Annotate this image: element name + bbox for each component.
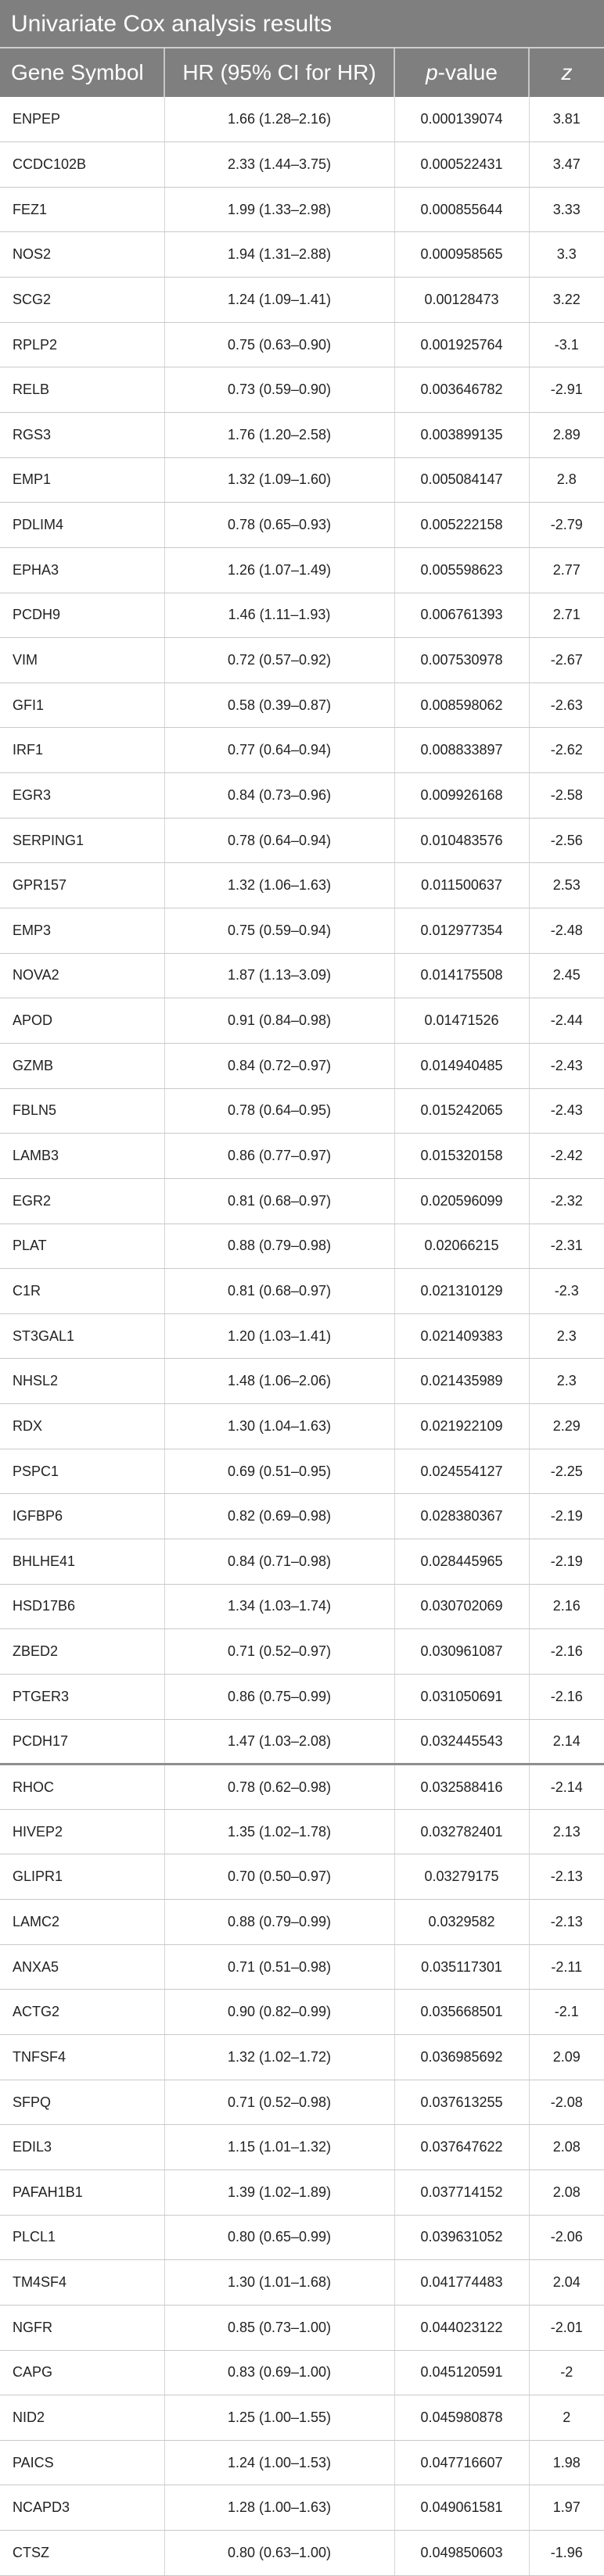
table-row (0, 953, 604, 998)
cell-z: 2.89 (529, 412, 604, 457)
cell-hr: 1.28 (1.00–1.63) (164, 2485, 394, 2531)
cell-gene: HIVEP2 (0, 1809, 164, 1854)
cell-hr: 0.80 (0.63–1.00) (164, 2531, 394, 2576)
table-row (0, 367, 604, 413)
cell-gene: NOVA2 (0, 953, 164, 998)
cell-hr: 0.85 (0.73–1.00) (164, 2305, 394, 2350)
cell-p-value: 0.014940485 (394, 1043, 529, 1088)
cell-z: -2.91 (529, 367, 604, 413)
table-row (0, 1313, 604, 1359)
cell-p-value: 0.030961087 (394, 1629, 529, 1675)
cell-gene: RDX (0, 1404, 164, 1449)
cell-gene: NCAPD3 (0, 2485, 164, 2531)
cell-gene: RGS3 (0, 412, 164, 457)
cell-p-value: 0.011500637 (394, 863, 529, 908)
cell-z: -2.58 (529, 773, 604, 819)
cell-gene: NOS2 (0, 232, 164, 278)
cell-z: -2.63 (529, 683, 604, 728)
table-row (0, 2485, 604, 2531)
table-row (0, 1178, 604, 1224)
table-row (0, 1719, 604, 1765)
cell-hr: 1.26 (1.07–1.49) (164, 547, 394, 593)
cell-p-value: 0.032782401 (394, 1809, 529, 1854)
cell-z: 3.33 (529, 187, 604, 232)
cell-z: 2.3 (529, 1359, 604, 1404)
cell-p-value: 0.049850603 (394, 2531, 529, 2576)
cell-hr: 1.46 (1.11–1.93) (164, 593, 394, 638)
cell-gene: ANXA5 (0, 1944, 164, 1990)
cell-z: -2.06 (529, 2215, 604, 2260)
table-row (0, 2260, 604, 2306)
cell-p-value: 0.000522431 (394, 142, 529, 188)
cell-p-value: 0.028445965 (394, 1539, 529, 1585)
table-row (0, 412, 604, 457)
cell-hr: 0.84 (0.72–0.97) (164, 1043, 394, 1088)
table-row (0, 773, 604, 819)
cell-hr: 1.99 (1.33–2.98) (164, 187, 394, 232)
column-header-p-rest: -value (437, 60, 498, 84)
cell-p-value: 0.041774483 (394, 2260, 529, 2306)
cell-p-value: 0.001925764 (394, 322, 529, 367)
cell-z: -3.1 (529, 322, 604, 367)
cell-gene: BHLHE41 (0, 1539, 164, 1585)
cell-gene: NID2 (0, 2395, 164, 2441)
cell-z: -2.31 (529, 1224, 604, 1269)
cell-hr: 0.78 (0.62–0.98) (164, 1765, 394, 1810)
cell-z: 1.98 (529, 2440, 604, 2485)
cell-hr: 0.75 (0.59–0.94) (164, 908, 394, 954)
cell-hr: 1.34 (1.03–1.74) (164, 1584, 394, 1629)
cell-hr: 1.30 (1.04–1.63) (164, 1404, 394, 1449)
cell-z: 3.3 (529, 232, 604, 278)
table-row (0, 1134, 604, 1179)
cell-hr: 0.78 (0.64–0.94) (164, 818, 394, 863)
cell-hr: 0.78 (0.65–0.93) (164, 503, 394, 548)
cell-hr: 1.32 (1.02–1.72) (164, 2035, 394, 2080)
cell-z: -2 (529, 2350, 604, 2395)
table-row (0, 1494, 604, 1539)
cell-hr: 1.15 (1.01–1.32) (164, 2125, 394, 2170)
cell-hr: 1.20 (1.03–1.41) (164, 1313, 394, 1359)
cell-hr: 1.35 (1.02–1.78) (164, 1809, 394, 1854)
header-row (0, 48, 604, 97)
cell-gene: CAPG (0, 2350, 164, 2395)
cox-results-table (0, 48, 604, 2576)
table-row (0, 1224, 604, 1269)
cell-p-value: 0.036985692 (394, 2035, 529, 2080)
column-header-p-italic: p (426, 60, 438, 84)
table-row (0, 1765, 604, 1810)
table-row (0, 2440, 604, 2485)
cell-hr: 0.77 (0.64–0.94) (164, 728, 394, 773)
table-row (0, 1088, 604, 1134)
table-row (0, 2035, 604, 2080)
cell-z: -2.44 (529, 998, 604, 1044)
cell-z: -1.96 (529, 2531, 604, 2576)
table-row (0, 97, 604, 142)
cell-gene: EMP3 (0, 908, 164, 954)
column-header-hr: HR (95% CI for HR) (164, 48, 394, 97)
cell-p-value: 0.000139074 (394, 97, 529, 142)
table-row (0, 1990, 604, 2035)
cell-gene: SFPQ (0, 2080, 164, 2125)
table-body (0, 97, 604, 2575)
cell-z: -2.19 (529, 1539, 604, 1585)
cell-z: -2.42 (529, 1134, 604, 1179)
cell-gene: GFI1 (0, 683, 164, 728)
cell-p-value: 0.037714152 (394, 2169, 529, 2215)
cell-gene: PAICS (0, 2440, 164, 2485)
cell-p-value: 0.037613255 (394, 2080, 529, 2125)
table-row (0, 2125, 604, 2170)
table-row (0, 998, 604, 1044)
cell-gene: FEZ1 (0, 187, 164, 232)
cell-hr: 1.47 (1.03–2.08) (164, 1719, 394, 1765)
cell-z: 2.45 (529, 953, 604, 998)
cell-hr: 0.78 (0.64–0.95) (164, 1088, 394, 1134)
cell-hr: 0.84 (0.73–0.96) (164, 773, 394, 819)
cell-hr: 1.76 (1.20–2.58) (164, 412, 394, 457)
cell-hr: 1.24 (1.00–1.53) (164, 2440, 394, 2485)
cell-p-value: 0.006761393 (394, 593, 529, 638)
table-row (0, 142, 604, 188)
cell-gene: EPHA3 (0, 547, 164, 593)
cell-p-value: 0.021922109 (394, 1404, 529, 1449)
cell-z: 2.13 (529, 1809, 604, 1854)
table-row (0, 1539, 604, 1585)
cell-gene: TM4SF4 (0, 2260, 164, 2306)
cell-z: 2.71 (529, 593, 604, 638)
cell-z: -2.14 (529, 1765, 604, 1810)
table-row (0, 503, 604, 548)
cell-gene: IRF1 (0, 728, 164, 773)
cell-z: -2.16 (529, 1674, 604, 1719)
table-row (0, 1809, 604, 1854)
cell-p-value: 0.015242065 (394, 1088, 529, 1134)
cell-z: 1.97 (529, 2485, 604, 2531)
cell-p-value: 0.030702069 (394, 1584, 529, 1629)
cell-hr: 0.71 (0.52–0.97) (164, 1629, 394, 1675)
cell-p-value: 0.044023122 (394, 2305, 529, 2350)
cell-p-value: 0.021435989 (394, 1359, 529, 1404)
cell-z: 2.77 (529, 547, 604, 593)
table-row (0, 322, 604, 367)
cell-p-value: 0.021409383 (394, 1313, 529, 1359)
cell-p-value: 0.015320158 (394, 1134, 529, 1179)
cell-gene: ENPEP (0, 97, 164, 142)
cell-z: 2 (529, 2395, 604, 2441)
table-row (0, 2531, 604, 2576)
cell-gene: PDLIM4 (0, 503, 164, 548)
cell-p-value: 0.03279175 (394, 1854, 529, 1900)
cell-gene: CCDC102B (0, 142, 164, 188)
cell-p-value: 0.01471526 (394, 998, 529, 1044)
cell-gene: IGFBP6 (0, 1494, 164, 1539)
cell-hr: 0.84 (0.71–0.98) (164, 1539, 394, 1585)
cell-hr: 1.24 (1.09–1.41) (164, 278, 394, 323)
cell-z: 2.29 (529, 1404, 604, 1449)
cell-gene: PTGER3 (0, 1674, 164, 1719)
cell-z: 2.8 (529, 457, 604, 503)
cell-gene: GZMB (0, 1043, 164, 1088)
cell-p-value: 0.005598623 (394, 547, 529, 593)
cell-p-value: 0.0329582 (394, 1900, 529, 1945)
table-title: Univariate Cox analysis results (0, 0, 604, 48)
cell-hr: 0.86 (0.77–0.97) (164, 1134, 394, 1179)
table-row (0, 1944, 604, 1990)
table-row (0, 2169, 604, 2215)
cell-gene: ACTG2 (0, 1990, 164, 2035)
cell-z: -2.01 (529, 2305, 604, 2350)
cell-z: 2.3 (529, 1313, 604, 1359)
cell-hr: 0.69 (0.51–0.95) (164, 1449, 394, 1494)
table-row (0, 683, 604, 728)
cell-hr: 1.39 (1.02–1.89) (164, 2169, 394, 2215)
table-row (0, 2215, 604, 2260)
cell-p-value: 0.021310129 (394, 1269, 529, 1314)
cell-hr: 0.71 (0.52–0.98) (164, 2080, 394, 2125)
cell-gene: SERPING1 (0, 818, 164, 863)
cell-hr: 1.48 (1.06–2.06) (164, 1359, 394, 1404)
cell-z: -2.19 (529, 1494, 604, 1539)
table-row (0, 1674, 604, 1719)
cell-p-value: 0.009926168 (394, 773, 529, 819)
cell-z: 2.14 (529, 1719, 604, 1765)
cell-hr: 1.66 (1.28–2.16) (164, 97, 394, 142)
table-row (0, 1854, 604, 1900)
cell-p-value: 0.037647622 (394, 2125, 529, 2170)
cell-z: -2.25 (529, 1449, 604, 1494)
cell-z: -2.11 (529, 1944, 604, 1990)
table-row (0, 1359, 604, 1404)
cell-z: -2.32 (529, 1178, 604, 1224)
column-header-z (529, 48, 604, 97)
cell-gene: CTSZ (0, 2531, 164, 2576)
cell-gene: GLIPR1 (0, 1854, 164, 1900)
table-row (0, 1900, 604, 1945)
cell-p-value: 0.014175508 (394, 953, 529, 998)
cell-gene: LAMC2 (0, 1900, 164, 1945)
cell-gene: EDIL3 (0, 2125, 164, 2170)
table-row (0, 638, 604, 683)
cell-z: -2.43 (529, 1043, 604, 1088)
cell-hr: 0.71 (0.51–0.98) (164, 1944, 394, 1990)
cell-hr: 1.25 (1.00–1.55) (164, 2395, 394, 2441)
cell-hr: 0.88 (0.79–0.99) (164, 1900, 394, 1945)
cell-z: -2.16 (529, 1629, 604, 1675)
cell-z: 2.09 (529, 2035, 604, 2080)
cell-p-value: 0.010483576 (394, 818, 529, 863)
table-row (0, 1269, 604, 1314)
cell-gene: ZBED2 (0, 1629, 164, 1675)
cell-gene: TNFSF4 (0, 2035, 164, 2080)
table-row (0, 547, 604, 593)
table-row (0, 1043, 604, 1088)
cell-hr: 0.81 (0.68–0.97) (164, 1178, 394, 1224)
column-header-p (394, 48, 529, 97)
cell-hr: 0.58 (0.39–0.87) (164, 683, 394, 728)
cell-gene: PLCL1 (0, 2215, 164, 2260)
cell-gene: NGFR (0, 2305, 164, 2350)
table-row (0, 1584, 604, 1629)
cell-z: -2.67 (529, 638, 604, 683)
cell-p-value: 0.049061581 (394, 2485, 529, 2531)
cell-hr: 0.72 (0.57–0.92) (164, 638, 394, 683)
cell-p-value: 0.005222158 (394, 503, 529, 548)
cell-hr: 0.82 (0.69–0.98) (164, 1494, 394, 1539)
cell-gene: HSD17B6 (0, 1584, 164, 1629)
cell-p-value: 0.045120591 (394, 2350, 529, 2395)
cell-z: -2.79 (529, 503, 604, 548)
cell-p-value: 0.003899135 (394, 412, 529, 457)
table-row (0, 818, 604, 863)
cell-z: 2.08 (529, 2125, 604, 2170)
cell-p-value: 0.028380367 (394, 1494, 529, 1539)
cell-gene: RPLP2 (0, 322, 164, 367)
table-row (0, 2080, 604, 2125)
cell-p-value: 0.000855644 (394, 187, 529, 232)
table-row (0, 863, 604, 908)
table-row (0, 457, 604, 503)
table-row (0, 2305, 604, 2350)
cell-p-value: 0.035668501 (394, 1990, 529, 2035)
table-row (0, 187, 604, 232)
cell-gene: APOD (0, 998, 164, 1044)
cell-z: -2.1 (529, 1990, 604, 2035)
cell-gene: PCDH17 (0, 1719, 164, 1765)
cell-hr: 0.91 (0.84–0.98) (164, 998, 394, 1044)
table-row (0, 728, 604, 773)
cell-z: 3.81 (529, 97, 604, 142)
cell-hr: 1.87 (1.13–3.09) (164, 953, 394, 998)
column-header-z-label: z (561, 60, 573, 84)
cell-hr: 1.32 (1.09–1.60) (164, 457, 394, 503)
cell-gene: GPR157 (0, 863, 164, 908)
cell-hr: 1.94 (1.31–2.88) (164, 232, 394, 278)
table-row (0, 1629, 604, 1675)
cell-hr: 0.73 (0.59–0.90) (164, 367, 394, 413)
cell-hr: 0.86 (0.75–0.99) (164, 1674, 394, 1719)
cell-p-value: 0.032445543 (394, 1719, 529, 1765)
table-row (0, 1404, 604, 1449)
cell-p-value: 0.032588416 (394, 1765, 529, 1810)
cell-gene: C1R (0, 1269, 164, 1314)
cell-z: -2.62 (529, 728, 604, 773)
cell-gene: VIM (0, 638, 164, 683)
column-header-gene: Gene Symbol (0, 48, 164, 97)
table-row (0, 2350, 604, 2395)
cell-gene: NHSL2 (0, 1359, 164, 1404)
cell-gene: SCG2 (0, 278, 164, 323)
table-row (0, 908, 604, 954)
cell-gene: PAFAH1B1 (0, 2169, 164, 2215)
cell-z: -2.3 (529, 1269, 604, 1314)
table-row (0, 2395, 604, 2441)
cell-hr: 0.70 (0.50–0.97) (164, 1854, 394, 1900)
cell-gene: RHOC (0, 1765, 164, 1810)
cell-hr: 2.33 (1.44–3.75) (164, 142, 394, 188)
cell-z: -2.56 (529, 818, 604, 863)
cell-z: -2.48 (529, 908, 604, 954)
cell-z: 3.47 (529, 142, 604, 188)
table-row (0, 1449, 604, 1494)
cell-gene: FBLN5 (0, 1088, 164, 1134)
cell-p-value: 0.003646782 (394, 367, 529, 413)
cell-hr: 0.83 (0.69–1.00) (164, 2350, 394, 2395)
cell-p-value: 0.039631052 (394, 2215, 529, 2260)
cell-p-value: 0.024554127 (394, 1449, 529, 1494)
cell-p-value: 0.045980878 (394, 2395, 529, 2441)
cell-p-value: 0.031050691 (394, 1674, 529, 1719)
cell-p-value: 0.02066215 (394, 1224, 529, 1269)
cell-hr: 1.30 (1.01–1.68) (164, 2260, 394, 2306)
cell-z: -2.08 (529, 2080, 604, 2125)
cell-gene: PSPC1 (0, 1449, 164, 1494)
cell-p-value: 0.035117301 (394, 1944, 529, 1990)
cell-z: 2.04 (529, 2260, 604, 2306)
table-row (0, 278, 604, 323)
cell-z: 2.08 (529, 2169, 604, 2215)
cell-z: -2.13 (529, 1854, 604, 1900)
cell-z: 2.16 (529, 1584, 604, 1629)
cell-p-value: 0.012977354 (394, 908, 529, 954)
cell-hr: 0.88 (0.79–0.98) (164, 1224, 394, 1269)
cell-gene: EGR2 (0, 1178, 164, 1224)
cell-p-value: 0.00128473 (394, 278, 529, 323)
cell-p-value: 0.047716607 (394, 2440, 529, 2485)
cell-z: -2.13 (529, 1900, 604, 1945)
cell-p-value: 0.008833897 (394, 728, 529, 773)
cell-p-value: 0.008598062 (394, 683, 529, 728)
cell-p-value: 0.007530978 (394, 638, 529, 683)
cell-hr: 0.81 (0.68–0.97) (164, 1269, 394, 1314)
cell-hr: 1.32 (1.06–1.63) (164, 863, 394, 908)
cell-p-value: 0.020596099 (394, 1178, 529, 1224)
cell-hr: 0.90 (0.82–0.99) (164, 1990, 394, 2035)
table-row (0, 232, 604, 278)
cell-gene: EMP1 (0, 457, 164, 503)
cell-p-value: 0.005084147 (394, 457, 529, 503)
cell-z: 3.22 (529, 278, 604, 323)
cell-gene: ST3GAL1 (0, 1313, 164, 1359)
cell-hr: 0.75 (0.63–0.90) (164, 322, 394, 367)
cell-z: -2.43 (529, 1088, 604, 1134)
cell-gene: LAMB3 (0, 1134, 164, 1179)
cell-p-value: 0.000958565 (394, 232, 529, 278)
cell-gene: EGR3 (0, 773, 164, 819)
cell-gene: PLAT (0, 1224, 164, 1269)
cell-gene: PCDH9 (0, 593, 164, 638)
cell-gene: RELB (0, 367, 164, 413)
cell-hr: 0.80 (0.65–0.99) (164, 2215, 394, 2260)
table-row (0, 593, 604, 638)
cell-z: 2.53 (529, 863, 604, 908)
